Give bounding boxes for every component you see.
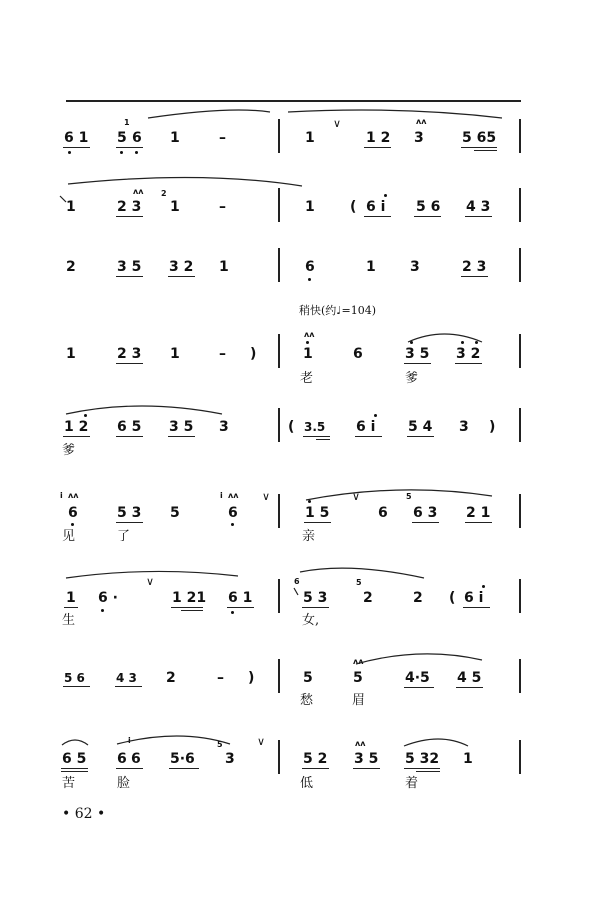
note: 5 3 (117, 505, 142, 521)
note: 3 5 (405, 346, 430, 362)
lyric: 生 (62, 613, 76, 628)
lyric: 眉 (352, 693, 366, 708)
note: 1 21 (172, 590, 207, 606)
mordent: ʌʌ (133, 187, 144, 196)
note: 6 (131, 751, 141, 767)
slur (404, 739, 468, 746)
note: 2 3 (117, 346, 142, 362)
note: 5 6 (416, 199, 441, 215)
note: 5 6 (64, 671, 85, 685)
grace-note: 2 (161, 189, 167, 198)
dash: – (219, 199, 226, 215)
grace-note: i (128, 736, 131, 745)
note: 4 3 (466, 199, 491, 215)
note: 6 1 (228, 590, 253, 606)
grace-note: 6 (294, 577, 300, 586)
note: 6 (117, 751, 127, 767)
lyric: 愁 (300, 693, 314, 708)
dash: – (219, 130, 226, 146)
lyric: 爹 (405, 371, 419, 386)
note: 1 (366, 259, 376, 275)
grace-note: 5 (406, 492, 412, 501)
lyric: 亲 (302, 529, 316, 544)
lyric: 老 (300, 371, 314, 386)
slur (66, 571, 238, 578)
note: 1 (305, 199, 315, 215)
note: 3.5 (304, 420, 326, 434)
grace-note: 5 (217, 740, 223, 749)
lyric: 见 (62, 529, 76, 544)
slur (306, 490, 492, 503)
note: 1 5 (305, 505, 330, 521)
note: 5 3 (303, 590, 328, 606)
paren-close: ) (248, 670, 255, 686)
note: 3 (459, 419, 469, 435)
note: 6 5 (117, 419, 142, 435)
grace-hooks (60, 196, 298, 595)
lyric: 女, (302, 613, 320, 628)
note: 5·6 (170, 751, 195, 767)
mordent: ʌʌ (68, 491, 79, 500)
note: 5 4 (408, 419, 433, 435)
note: 1 2 (366, 130, 391, 146)
grace-note: i (60, 491, 63, 500)
note: 5 (117, 130, 127, 146)
note: 6 i (366, 199, 386, 215)
tempo-marking: 稍快(约♩=104) (299, 304, 376, 317)
note: 3 (219, 419, 229, 435)
note: 1 (170, 346, 180, 362)
mordent: ʌʌ (304, 330, 315, 339)
mordent: ʌʌ (355, 739, 366, 748)
note: 1 (170, 199, 180, 215)
note: 1 (219, 259, 229, 275)
note: 6 (228, 505, 238, 521)
note: 4·5 (405, 670, 430, 686)
breath-mark: ∨ (333, 117, 342, 130)
breath-mark: ∨ (257, 735, 266, 748)
slur (68, 177, 302, 186)
note: 6 (378, 505, 388, 521)
lyric: 爹 (62, 443, 76, 458)
note: 1 (170, 130, 180, 146)
note: 2 (363, 590, 373, 606)
note: 6 1 (64, 130, 89, 146)
note: 3 2 (169, 259, 194, 275)
note: 3 5 (169, 419, 194, 435)
slur (66, 406, 222, 414)
note: 5 32 (405, 751, 440, 767)
note: 6 i (356, 419, 376, 435)
note: 2 (66, 259, 76, 275)
mordent: ʌʌ (416, 117, 427, 126)
note: 1 (66, 590, 76, 606)
note: 6 i (464, 590, 484, 606)
note: 4 3 (116, 671, 137, 685)
paren-close: ) (489, 419, 496, 435)
note: 5 65 (462, 130, 497, 146)
breath-mark: ∨ (352, 490, 361, 503)
grace-note: 1 (124, 118, 130, 127)
note: 5 (353, 670, 363, 686)
mordent: ʌʌ (228, 491, 239, 500)
note: 1 (463, 751, 473, 767)
note: 2 (166, 670, 176, 686)
lyric: 低 (300, 776, 314, 791)
note: 6 (132, 130, 142, 146)
note: 3 (414, 130, 424, 146)
note: 3 (225, 751, 235, 767)
slur (148, 110, 270, 118)
note: 1 (66, 199, 76, 215)
dash: – (217, 670, 224, 686)
slur (300, 568, 424, 578)
note: 5 2 (303, 751, 328, 767)
paren-close: ) (250, 346, 257, 362)
page-number: • 62 • (62, 806, 106, 822)
slur (117, 736, 230, 744)
note: 6 (353, 346, 363, 362)
dash: – (219, 346, 226, 362)
breath-mark: ∨ (262, 490, 271, 503)
paren-open: ( (288, 419, 295, 435)
slur (62, 740, 88, 745)
note: 3 (410, 259, 420, 275)
paren-open: ( (449, 590, 456, 606)
note: 3 5 (117, 259, 142, 275)
slur (288, 110, 502, 118)
note: 1 2 (64, 419, 89, 435)
note: 2 1 (466, 505, 491, 521)
note: 4 5 (457, 670, 482, 686)
note: 5 (170, 505, 180, 521)
note: 2 3 (462, 259, 487, 275)
lyric: 了 (117, 529, 131, 544)
note: 6 (68, 505, 78, 521)
note: 1 (305, 130, 315, 146)
lyric: 脸 (117, 776, 131, 791)
grace-note: i (220, 491, 223, 500)
breath-mark: ∨ (146, 575, 155, 588)
note: 2 3 (117, 199, 142, 215)
lyric: 苦 (62, 776, 76, 791)
paren-open: ( (350, 199, 357, 215)
note: 6 (305, 259, 315, 275)
note: 6 · (98, 590, 118, 606)
grace-note: 5 (356, 578, 362, 587)
note: 5 (303, 670, 313, 686)
note: 6 5 (62, 751, 87, 767)
note: 2 (413, 590, 423, 606)
note: 3 5 (354, 751, 379, 767)
slur (408, 334, 482, 342)
note: 1 (303, 346, 313, 362)
mordent: ʌʌ (353, 657, 364, 666)
lyric: 着 (405, 776, 419, 791)
slur (356, 654, 482, 664)
note: 6 3 (413, 505, 438, 521)
note: 3 2 (456, 346, 481, 362)
note: 1 (66, 346, 76, 362)
